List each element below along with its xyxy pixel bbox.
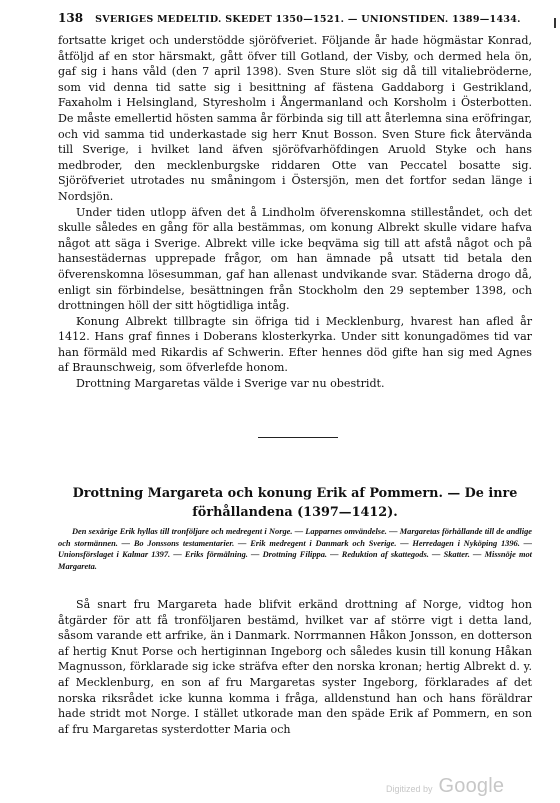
paragraph-1: fortsatte kriget och understödde sjöröfveriet. Följande år hade högmästar Konrad, åtföljd af en stor härsmakt, gått öfver till Gotland, der Visby, och dermed hela ön, gaf sig i hans våld (den 7 april 1398). Sven Sture slöt sig då till vitaliebröderne, som vid denna tid satte sig i besittning af fästena Gaddaborg i Gestrikland, Faxaholm i Helsingland, Styresholm i Ångermanland och Korsholm i Österbotten. De måste emellertid hösten samma år förbinda sig till att återlemna sina eröfringar, och vid samma tid underkastade sig herr Knut Bosson. Sven Sture fick återvända till Sverige, i hvilket land äfven sjöröfvarhöfdingen Aruold Styke och hans medbroder, den mecklenburgske riddaren Otte van Peccatel bosatte sig. Sjöröfveriet utrotades nu småningom i Östersjön, men det fortfor sedan länge i Nordsjön. xyxy=(58,34,532,203)
google-logo: Google xyxy=(438,775,505,797)
section-paragraph-1: Så snart fru Margareta hade blifvit erkänd drottning af Norge, vidtog hon åtgärder för att få tronföljaren bestämd, hvilket var af större vigt i detta land, såsom varande ett arfrike, än i Danmark. Norrmannen Håkon Jonsson, en dotterson af hertig Knut Porse och hertiginnan Ingeborg och således kusin till konung Håkan Magnusson, förklarade sig icke sträfva efter den norska kronan; hertig Albrekt d. y. af Mecklenburg, en son af fru Margaretas syster Ingeborg, förklarades af det norska riksrådet icke kunna komma i fråga, alldenstund han och hans föräldrar hade stridt mot Norge. I stället utkorade man den späde Erik af Pommern, en son af fru Margaretas systerdotter Maria och xyxy=(58,598,532,736)
running-head-title: SVERIGES MEDELTID. SKEDET 1350—1521. — UNIONSTIDEN. 1389—1434. xyxy=(95,14,521,25)
paragraph-2: Under tiden utlopp äfven det å Lindholm öfverenskomna stilleståndet, och det skulle således en gång för alla bestämmas, om konung Albrekt skulle vidare hafva något att säga i Sverige. Albrekt ville icke beqväma sig till att afstå något och på hansestädernas upprepade frågor, om han ämnade på utsatt tid betala den öfverenskomna lösesumman, gaf han allenast undvikande svar. Städerna drogo då, enligt sin förbindelse, besättningen från Stockholm den 29 september 1398, och drottningen höll der sitt högtidliga intåg. xyxy=(58,205,532,313)
digitized-watermark xyxy=(386,775,504,798)
body-text xyxy=(58,33,532,392)
page-edge-mark xyxy=(550,18,556,28)
paragraph-3: Konung Albrekt tillbragte sin öfriga tid i Mecklenburg, hvarest han afled år 1412. Hans graf finnes i Doberans klosterkyrka. Under sitt konungadömes tid var han förmäld med Rikardis af Schwerin. Efter hennes död gifte han sig med Agnes af Braunschweig, som öfverlefde honom. xyxy=(58,314,532,375)
page-number: 138 xyxy=(58,11,84,25)
running-head xyxy=(58,11,528,27)
section-divider xyxy=(258,437,338,438)
section-body xyxy=(58,597,532,737)
watermark-prefix: Digitized by xyxy=(386,784,433,794)
section-title: Drottning Margareta och konung Erik af Pommern. — De inre förhållandena (1397—1412). xyxy=(72,486,518,520)
section-summary: Den sexårige Erik hyllas till tronföljare och medregent i Norge. — Lapparnes omvändelse. — Margaretas förhållande till de andlige och stormännen. — Bo Jonssons testamentarier. — Erik medregent i Danmark och Sverige. — Herredagen i Nyköping 1396. — Unionsförslaget i Kalmar 1397. — Eriks förmälning. — Drottning Filippa. — Reduktion af skattegods. — Skatter. — Missnöje mot Margareta. xyxy=(58,527,532,572)
paragraph-4: Drottning Margaretas välde i Sverige var nu obestridt. xyxy=(76,377,385,391)
